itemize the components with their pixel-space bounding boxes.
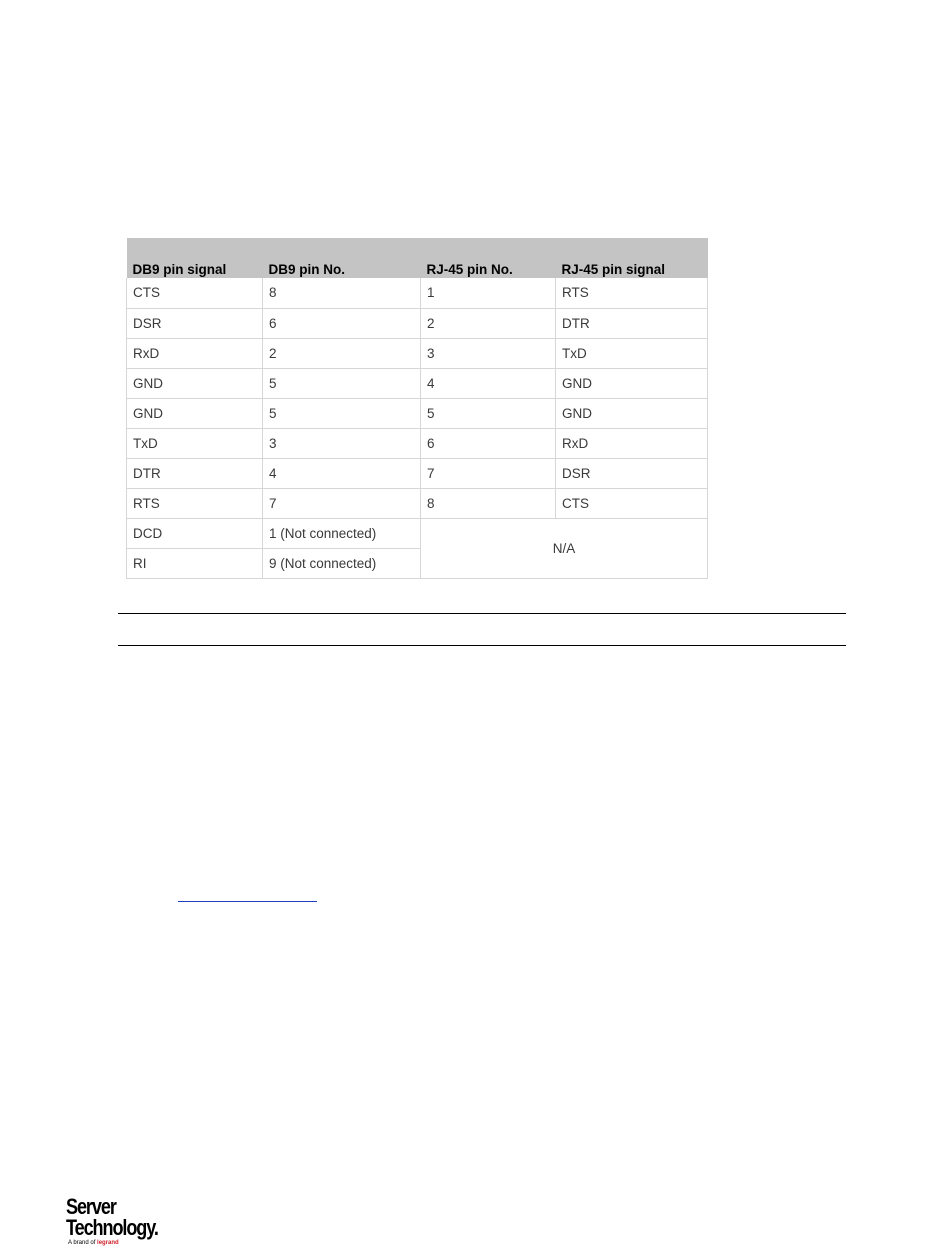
header-db9-pin-no: DB9 pin No. [263,238,421,278]
table-cell: CTS [556,488,708,518]
table-cell: 8 [263,278,421,308]
logo-line-1: Server [66,1194,116,1219]
table-cell: 8 [421,488,556,518]
table-cell: 3 [421,338,556,368]
table-cell: 7 [421,458,556,488]
table-row [127,428,708,458]
table-cell: 2 [263,338,421,368]
table-cell: GND [556,398,708,428]
table-cell: RxD [556,428,708,458]
table-cell: TxD [556,338,708,368]
table-row [127,518,708,548]
table-cell: 6 [421,428,556,458]
table-cell: RxD [127,338,263,368]
header-db9-pin-signal: DB9 pin signal [127,238,263,278]
table-row [127,368,708,398]
server-technology-logo [66,1196,176,1252]
header-rj45-pin-signal: RJ-45 pin signal [556,238,708,278]
table-row [127,458,708,488]
table-cell: TxD [127,428,263,458]
table-cell: 1 (Not connected) [263,518,421,548]
table-cell: RTS [127,488,263,518]
divider-line [118,613,846,614]
table-row [127,308,708,338]
divider-line [118,645,846,646]
table-cell: 2 [421,308,556,338]
logo-line-2: Technology. [66,1215,158,1240]
table-cell: RTS [556,278,708,308]
table-cell: GND [127,398,263,428]
table-cell: 5 [421,398,556,428]
hyperlink[interactable] [178,901,317,902]
header-rj45-pin-no: RJ-45 pin No. [421,238,556,278]
legrand-brand: legrand [97,1240,119,1246]
table-cell: GND [127,368,263,398]
table-cell: DCD [127,518,263,548]
table-cell: 9 (Not connected) [263,548,421,578]
table-cell: 4 [421,368,556,398]
table-row [127,398,708,428]
table-row [127,338,708,368]
table-cell: 3 [263,428,421,458]
table-cell: 4 [263,458,421,488]
table-cell: DTR [556,308,708,338]
logo-tagline-prefix: A brand of [68,1240,96,1246]
table-cell: GND [556,368,708,398]
table-cell: DSR [556,458,708,488]
table-cell: 6 [263,308,421,338]
table-row [127,278,708,308]
table-cell: 7 [263,488,421,518]
table-cell: RI [127,548,263,578]
table-cell: CTS [127,278,263,308]
table-cell: DSR [127,308,263,338]
logo-tagline [68,1239,176,1247]
table-cell: DTR [127,458,263,488]
table-cell: 1 [421,278,556,308]
table-cell: 5 [263,398,421,428]
na-cell: N/A [421,518,708,578]
table-cell: 5 [263,368,421,398]
table-header-row [127,238,708,278]
pin-mapping-table [126,238,708,579]
table-row [127,488,708,518]
